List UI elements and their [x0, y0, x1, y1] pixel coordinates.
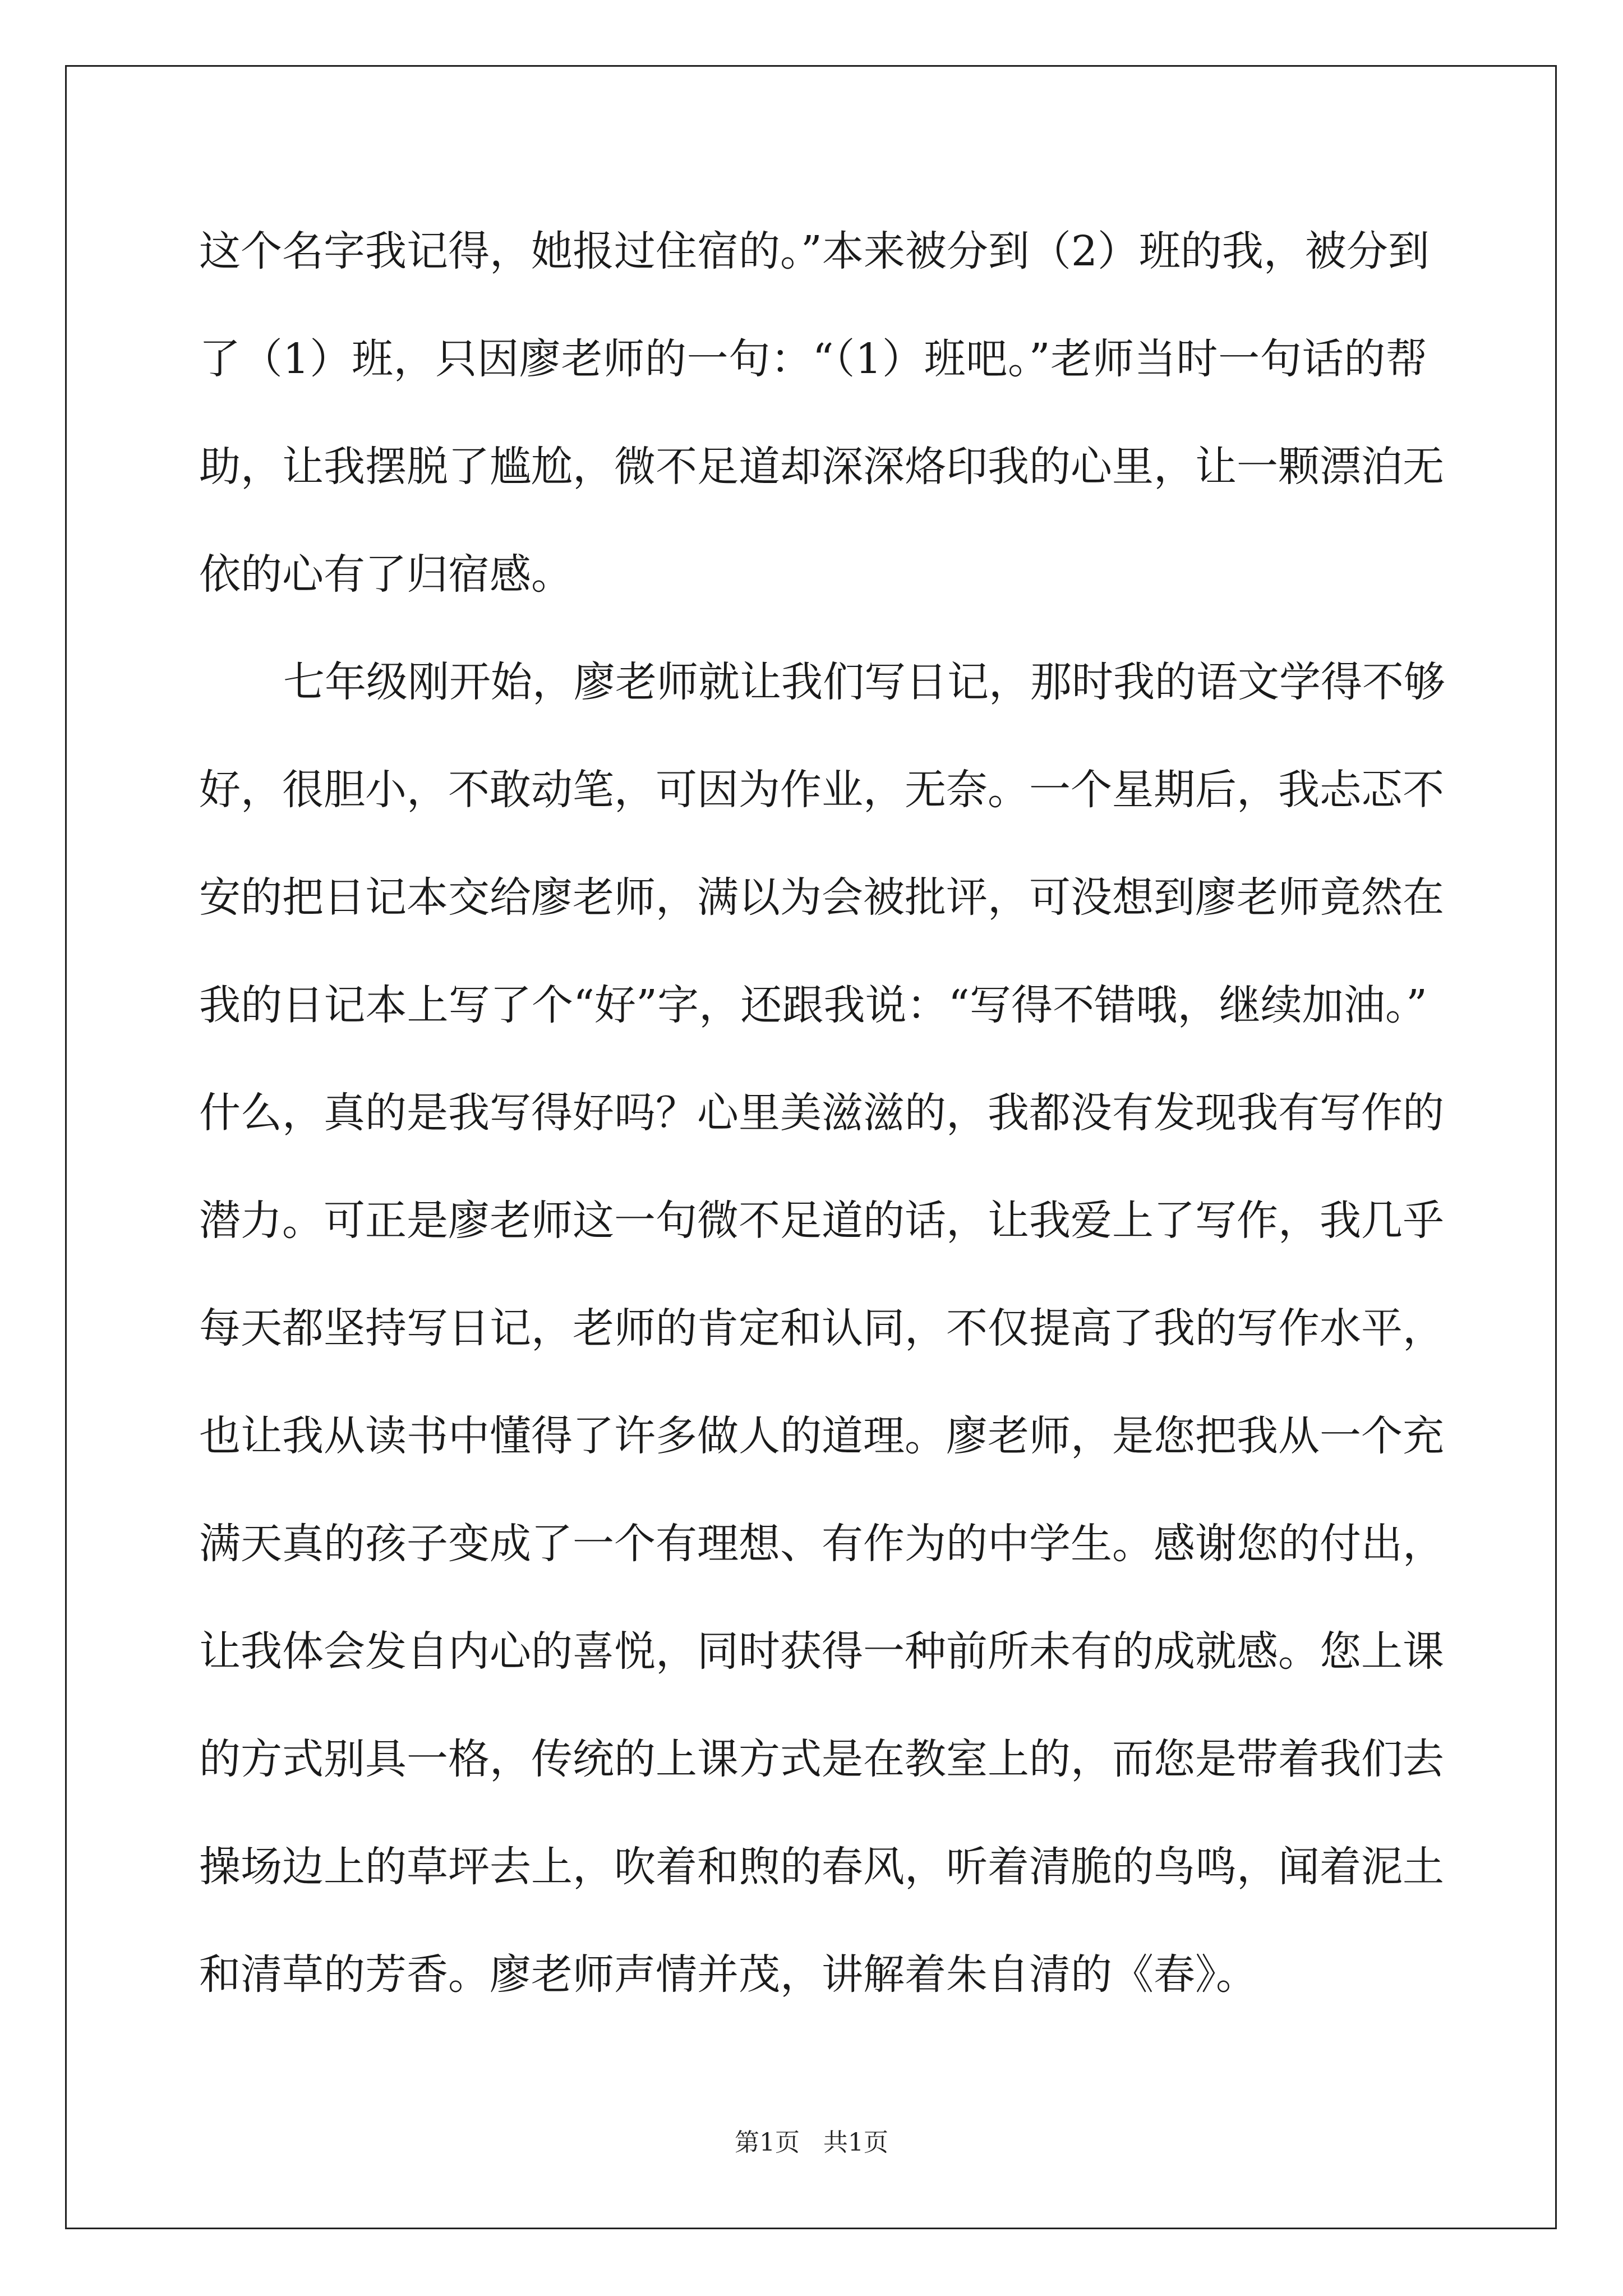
text-line: 安的把日记本交给廖老师，满以为会被批评，可没想到廖老师竟然在 — [199, 873, 1444, 922]
document-body — [199, 218, 1445, 2049]
text-line: 的方式别具一格，传统的上课方式是在教室上的，而您是带着我们去 — [199, 1735, 1444, 1783]
text-line: 让我体会发自内心的喜悦，同时获得一种前所未有的成就感。您上课 — [199, 1627, 1444, 1676]
text-line: 七年级刚开始，廖老师就让我们写日记，那时我的语文学得不够 — [283, 658, 1445, 706]
text-line: 操场边上的草坪去上，吹着和煦的春风，听着清脆的鸟鸣，闻着泥土 — [199, 1843, 1444, 1891]
text-line: 依的心有了归宿感。 — [199, 550, 573, 599]
text-line: 我的日记本上写了个“好”字，还跟我说：“写得不错哦，继续加油。” — [199, 981, 1427, 1029]
text-line: 助，让我摆脱了尴尬，微不足道却深深烙印我的心里，让一颗漂泊无 — [199, 443, 1444, 491]
page-number: 第1页 共1页 — [735, 2128, 888, 2157]
text-line: 这个名字我记得，她报过住宿的。”本来被分到（2）班的我，被分到 — [199, 227, 1430, 275]
text-line: 也让我从读书中懂得了许多做人的道理。廖老师，是您把我从一个充 — [199, 1412, 1444, 1460]
text-line: 潜力。可正是廖老师这一句微不足道的话，让我爱上了写作，我几乎 — [199, 1197, 1444, 1245]
text-line: 和清草的芳香。廖老师声情并茂，讲解着朱自清的《春》。 — [199, 1950, 1257, 1999]
text-line: 什么，真的是我写得好吗？心里美滋滋的，我都没有发现我有写作的 — [199, 1089, 1444, 1137]
text-line: 每天都坚持写日记，老师的肯定和认同，不仅提高了我的写作水平， — [199, 1304, 1444, 1352]
text-line: 了（1）班，只因廖老师的一句：“（1）班吧。”老师当时一句话的帮 — [199, 335, 1427, 383]
text-line: 满天真的孩子变成了一个有理想、有作为的中学生。感谢您的付出， — [199, 1520, 1444, 1568]
page-footer — [0, 2126, 1623, 2160]
text-line: 好，很胆小，不敢动笔，可因为作业，无奈。一个星期后，我忐忑不 — [199, 766, 1444, 814]
